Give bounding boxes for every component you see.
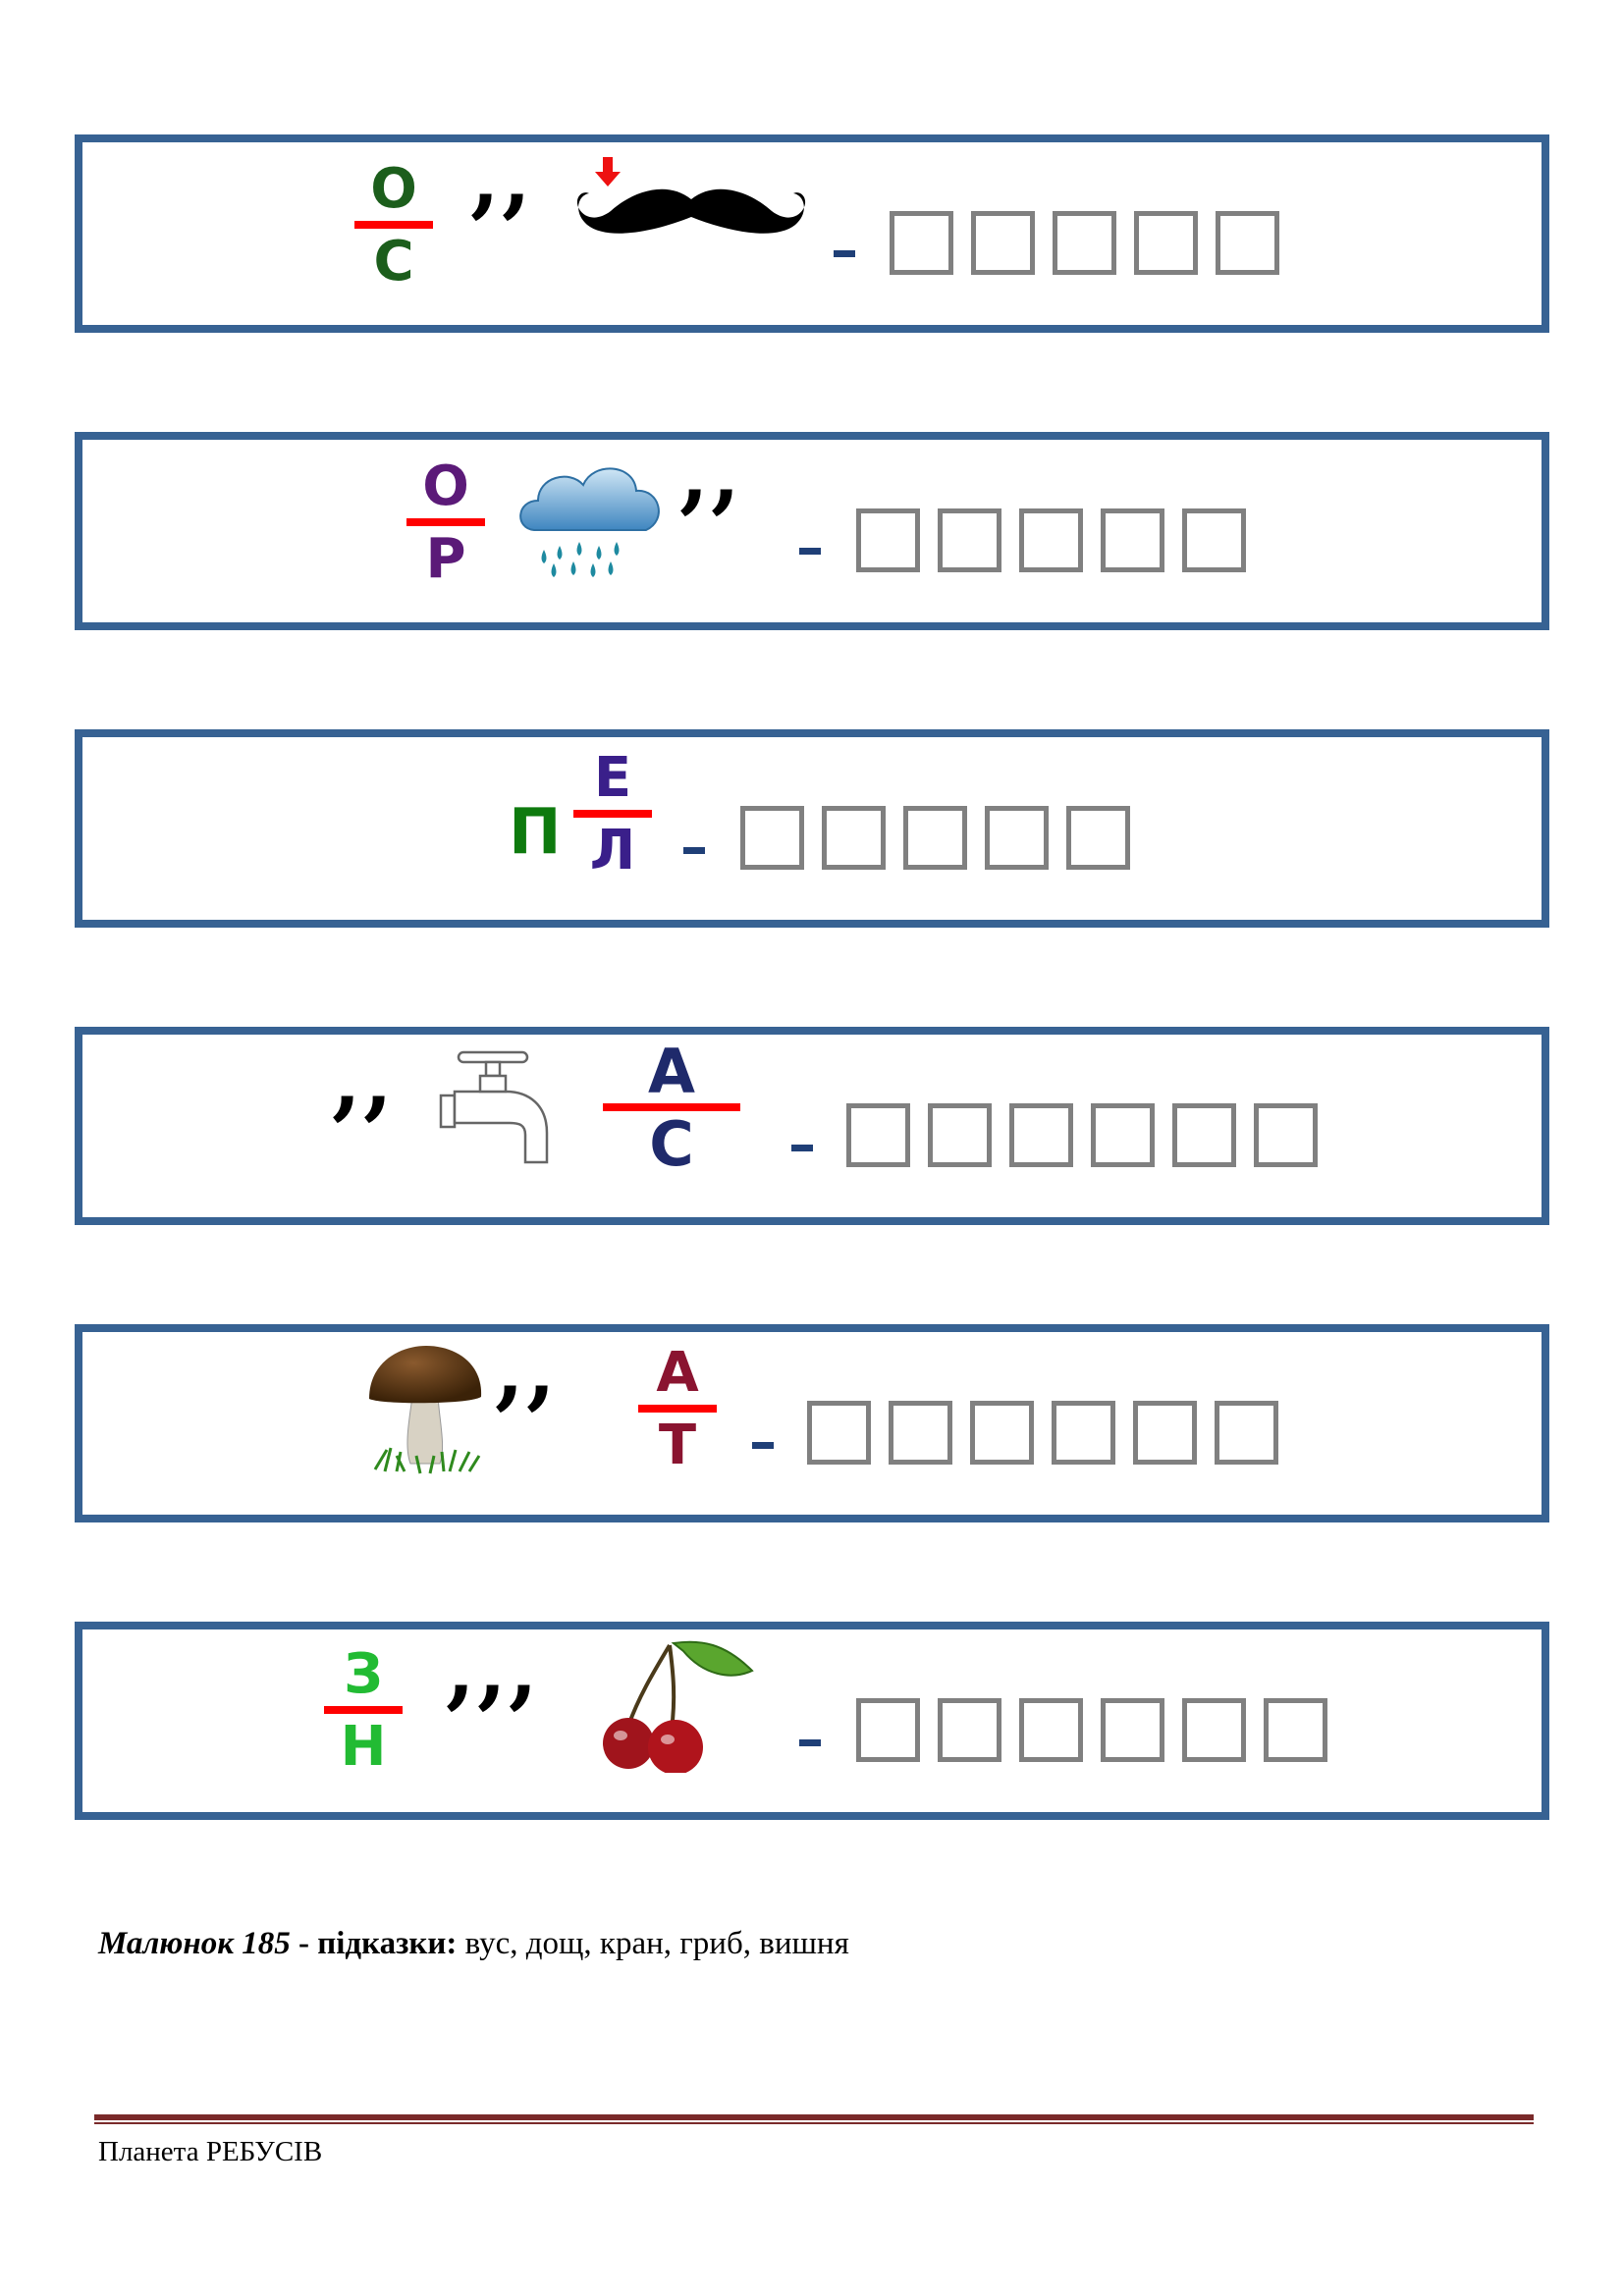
fraction-top: А — [648, 1036, 695, 1107]
rain-cloud-icon — [514, 452, 672, 584]
fraction-bottom: Т — [658, 1414, 697, 1477]
answer-box[interactable] — [938, 1698, 1001, 1762]
fraction-bottom: С — [373, 230, 414, 294]
answer-box[interactable] — [1133, 1401, 1197, 1465]
answer-box[interactable] — [928, 1103, 992, 1167]
fraction-top: О — [370, 157, 417, 221]
rebus-panel-2 — [75, 424, 1549, 630]
answer-box[interactable] — [985, 806, 1049, 870]
answer-boxes — [890, 211, 1279, 275]
rebus-panel-6 — [75, 1622, 1549, 1820]
footer-text: Планета РЕБУСІВ — [98, 2136, 323, 2167]
rebus-panel-5 — [75, 1320, 1549, 1522]
faucet-icon — [431, 1044, 568, 1172]
answer-box[interactable] — [970, 1401, 1034, 1465]
dash — [791, 1145, 813, 1151]
answer-box[interactable] — [1091, 1103, 1155, 1167]
answer-box[interactable] — [1101, 508, 1164, 572]
fraction-bottom: Р — [425, 527, 466, 591]
commas: ,, — [332, 1031, 395, 1130]
fraction-top: О — [422, 454, 469, 518]
answer-boxes — [846, 1103, 1318, 1167]
answer-box[interactable] — [1053, 211, 1116, 275]
commas: ,, — [495, 1320, 558, 1419]
cherry-icon — [593, 1635, 789, 1773]
fraction-bar — [324, 1706, 403, 1714]
commas: ,,, — [446, 1620, 540, 1719]
dash — [799, 1739, 821, 1746]
answer-box[interactable] — [1215, 1401, 1278, 1465]
answer-box[interactable] — [890, 211, 953, 275]
answer-boxes — [856, 508, 1246, 572]
fraction-bottom: Л — [589, 819, 636, 882]
fraction-5 — [638, 1341, 717, 1477]
fraction-bottom: С — [649, 1108, 694, 1180]
fraction-bottom: Н — [340, 1715, 387, 1779]
answer-box[interactable] — [903, 806, 967, 870]
caption-hint-label: - підказки: — [290, 1926, 458, 1961]
dash — [799, 548, 821, 555]
answer-box[interactable] — [822, 806, 886, 870]
fraction-bar — [638, 1405, 717, 1413]
dash — [834, 250, 855, 257]
answer-box[interactable] — [1019, 508, 1083, 572]
commas: ,, — [470, 129, 533, 228]
fraction-bar — [406, 518, 485, 526]
fraction-6 — [324, 1642, 403, 1779]
fraction-1 — [354, 157, 433, 294]
answer-box[interactable] — [1216, 211, 1279, 275]
commas: ,, — [679, 424, 742, 523]
fraction-bar — [354, 221, 433, 229]
answer-box[interactable] — [1019, 1698, 1083, 1762]
rebus-panel-3 — [75, 729, 1549, 928]
fraction-top: З — [344, 1642, 383, 1706]
caption-hints: вус, дощ, кран, гриб, вишня — [457, 1926, 849, 1961]
fraction-2 — [406, 454, 485, 591]
answer-box[interactable] — [846, 1103, 910, 1167]
answer-box[interactable] — [1182, 1698, 1246, 1762]
footer-rule — [94, 2114, 1534, 2120]
answer-boxes — [740, 806, 1130, 870]
answer-box[interactable] — [807, 1401, 871, 1465]
fraction-4 — [603, 1036, 740, 1180]
answer-box[interactable] — [1172, 1103, 1236, 1167]
answer-box[interactable] — [971, 211, 1035, 275]
answer-box[interactable] — [1254, 1103, 1318, 1167]
answer-boxes — [856, 1698, 1327, 1762]
dash — [683, 847, 705, 854]
answer-box[interactable] — [856, 1698, 920, 1762]
answer-box[interactable] — [740, 806, 804, 870]
fraction-bar — [573, 810, 652, 818]
fraction-3 — [573, 746, 652, 882]
footer-rule-thin — [94, 2122, 1534, 2124]
answer-box[interactable] — [889, 1401, 952, 1465]
fraction-top: А — [656, 1341, 699, 1405]
answer-box[interactable] — [1182, 508, 1246, 572]
answer-box[interactable] — [1066, 806, 1130, 870]
answer-box[interactable] — [938, 508, 1001, 572]
dash — [752, 1442, 774, 1449]
answer-box[interactable] — [1264, 1698, 1327, 1762]
mushroom-icon — [361, 1340, 489, 1477]
rebus-panel-1 — [75, 129, 1549, 333]
figure-caption — [98, 1926, 849, 1962]
answer-box[interactable] — [1009, 1103, 1073, 1167]
fraction-top: Е — [593, 746, 632, 810]
answer-boxes — [807, 1401, 1278, 1465]
answer-box[interactable] — [1101, 1698, 1164, 1762]
answer-box[interactable] — [1134, 211, 1198, 275]
letter-p: П — [509, 796, 562, 869]
rebus-panel-4 — [75, 1027, 1549, 1225]
answer-box[interactable] — [1052, 1401, 1115, 1465]
answer-box[interactable] — [856, 508, 920, 572]
moustache-icon — [564, 152, 819, 270]
caption-label: Малюнок 185 — [98, 1926, 291, 1961]
